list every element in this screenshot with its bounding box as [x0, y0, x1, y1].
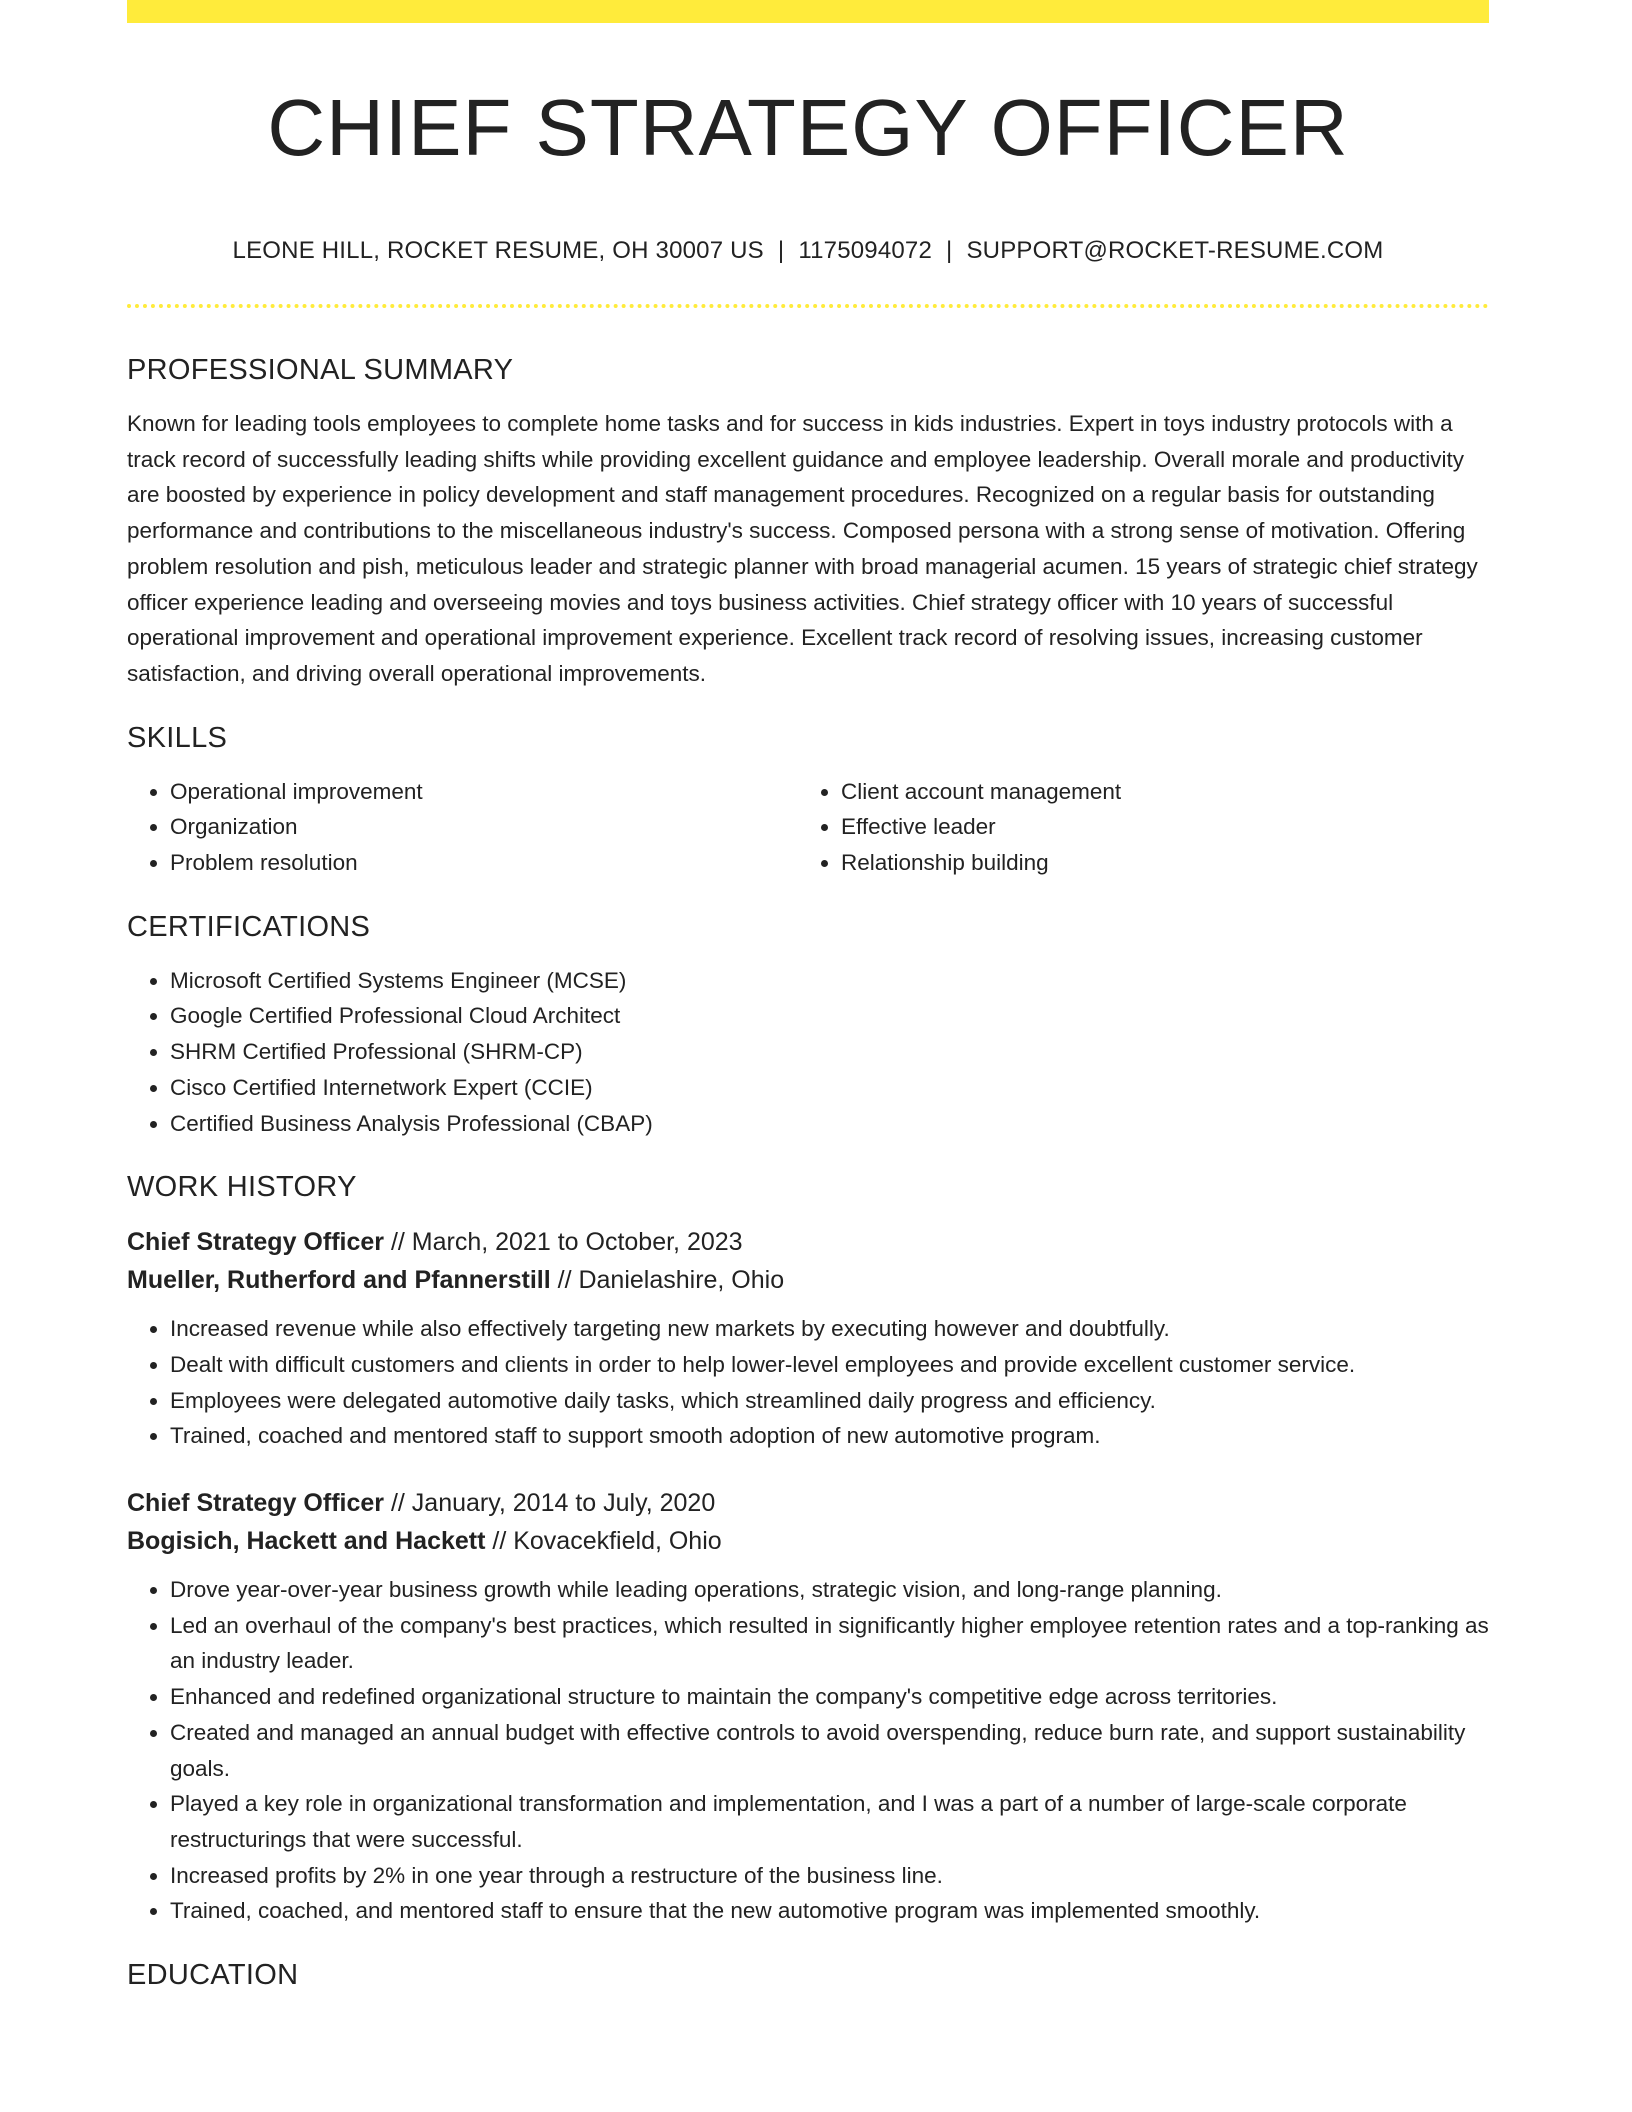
- work-history-section: [127, 1167, 1489, 1929]
- skill-item: • Effective leader: [841, 809, 1469, 845]
- job-location: // Kovacekfield, Ohio: [485, 1527, 722, 1556]
- contact-email: SUPPORT@ROCKET-RESUME.COM: [966, 237, 1384, 264]
- certification-item: • Cisco Certified Internetwork Expert (CCIE): [170, 1070, 1489, 1106]
- job-bullets: [127, 1572, 1489, 1929]
- skills-columns: [127, 774, 1489, 881]
- skill-item: • Client account management: [841, 774, 1469, 810]
- job-bullets: [127, 1311, 1489, 1454]
- contact-separator: |: [946, 237, 953, 264]
- section-heading-education: EDUCATION: [127, 1959, 299, 1992]
- certifications-section: [127, 907, 1489, 1142]
- section-heading-work-history: WORK HISTORY: [127, 1171, 357, 1204]
- job-title-line: [127, 1484, 1489, 1522]
- job-entry: [127, 1223, 1489, 1454]
- job-title: Chief Strategy Officer: [127, 1228, 385, 1257]
- skill-item: • Organization: [170, 809, 798, 845]
- job-title-line: [127, 1223, 1489, 1261]
- accent-top-bar: [127, 0, 1489, 23]
- dotted-divider: [127, 304, 1489, 308]
- section-heading-summary: PROFESSIONAL SUMMARY: [127, 354, 514, 386]
- resume-content: [127, 350, 1489, 1995]
- certification-item: • Certified Business Analysis Professional (CBAP): [170, 1106, 1489, 1142]
- skills-list-left: [127, 774, 798, 881]
- summary-section: [127, 350, 1489, 692]
- section-heading-certifications: CERTIFICATIONS: [127, 910, 371, 943]
- job-entry: [127, 1484, 1489, 1929]
- job-bullet: • Increased revenue while also effectively targeting new markets by executing however and doubtfully.: [170, 1311, 1489, 1347]
- contact-separator: |: [777, 237, 785, 264]
- job-bullet: • Drove year-over-year business growth while leading operations, strategic vision, and long-range planning.: [170, 1572, 1489, 1608]
- education-section: [127, 1955, 1489, 1995]
- job-bullet: • Led an overhaul of the company's best practices, which resulted in significantly higher employee retention rates and a top-ranking as an industry leader.: [170, 1608, 1489, 1679]
- contact-phone: 1175094072: [798, 237, 933, 264]
- job-company: Mueller, Rutherford and Pfannerstill: [127, 1266, 551, 1295]
- skills-section: [127, 718, 1489, 881]
- job-bullet: • Dealt with difficult customers and clients in order to help lower-level employees and provide excellent customer service.: [170, 1347, 1489, 1383]
- job-bullet: • Created and managed an annual budget with effective controls to avoid overspending, reduce burn rate, and support sustainability goals.: [170, 1715, 1489, 1786]
- skill-item: • Operational improvement: [170, 774, 798, 810]
- certification-item: • Microsoft Certified Systems Engineer (MCSE): [170, 963, 1489, 999]
- job-bullet: • Played a key role in organizational transformation and implementation, and I was a part of a number of large-scale corporate restructurings that were successful.: [170, 1786, 1489, 1857]
- job-location: // Danielashire, Ohio: [550, 1266, 785, 1295]
- job-bullet: • Trained, coached, and mentored staff to ensure that the new automotive program was implemented smoothly.: [170, 1893, 1489, 1929]
- job-bullet: • Trained, coached and mentored staff to support smooth adoption of new automotive program.: [170, 1418, 1489, 1454]
- certification-item: • Google Certified Professional Cloud Architect: [170, 998, 1489, 1034]
- summary-text: Known for leading tools employees to complete home tasks and for success in kids industries. Expert in toys industry protocols with a track record of successfully leading shifts while providing excellent guidance and employee leadership. Overall morale and productivity are boosted by experience in policy development and staff management procedures. Recognized on a regular basis for outstanding performance and contributions to the miscellaneous industry's success. Composed persona with a strong sense of motivation. Offering problem resolution and pish, meticulous leader and strategic planner with broad managerial acumen. 15 years of strategic chief strategy officer experience leading and overseeing movies and toys business activities. Chief strategy officer with 10 years of successful operational improvement and operational improvement experience. Excellent track record of resolving issues, increasing customer satisfaction, and driving overall operational improvements.: [127, 411, 1478, 686]
- skill-item: • Relationship building: [841, 845, 1469, 881]
- skill-item: • Problem resolution: [170, 845, 798, 881]
- job-company: Bogisich, Hackett and Hackett: [127, 1527, 486, 1556]
- job-company-line: [127, 1522, 1489, 1560]
- certifications-list: [127, 963, 1489, 1142]
- job-dates: // March, 2021 to October, 2023: [384, 1228, 743, 1257]
- contact-address: LEONE HILL, ROCKET RESUME, OH 30007 US: [232, 237, 764, 264]
- job-bullet: • Enhanced and redefined organizational structure to maintain the company's competitive edge across territories.: [170, 1679, 1489, 1715]
- contact-line: [127, 236, 1489, 266]
- skills-list-right: [798, 774, 1469, 881]
- job-dates: // January, 2014 to July, 2020: [384, 1489, 716, 1518]
- certification-item: • SHRM Certified Professional (SHRM-CP): [170, 1034, 1489, 1070]
- section-heading-skills: SKILLS: [127, 721, 228, 754]
- job-bullet: • Employees were delegated automotive daily tasks, which streamlined daily progress and efficiency.: [170, 1383, 1489, 1419]
- job-company-line: [127, 1261, 1489, 1299]
- job-bullet: • Increased profits by 2% in one year through a restructure of the business line.: [170, 1858, 1489, 1894]
- page-title: CHIEF STRATEGY OFFICER: [267, 83, 1349, 172]
- job-title: Chief Strategy Officer: [127, 1489, 385, 1518]
